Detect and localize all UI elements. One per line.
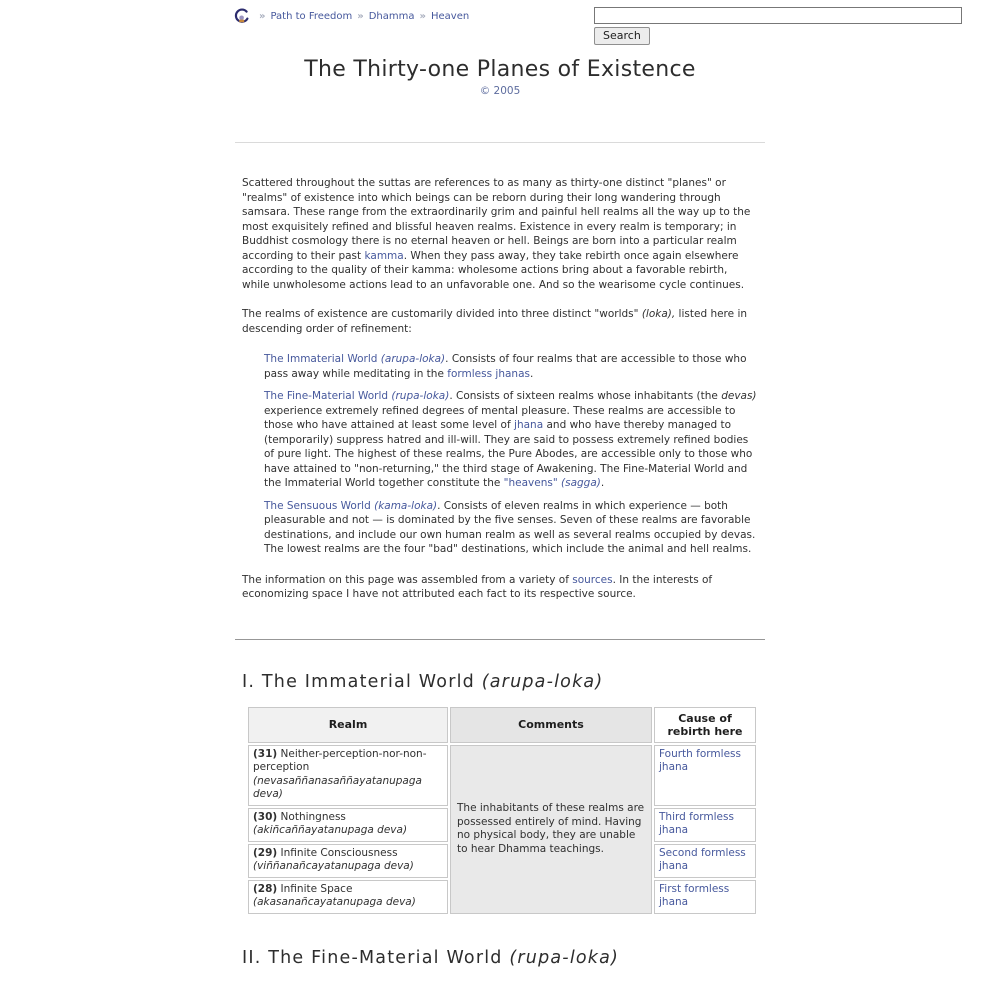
text-span: I. The Immaterial World — [242, 671, 482, 692]
column-header-cause: Cause of rebirth here — [654, 707, 756, 743]
text-span: (akiñcaññayatanupaga deva) — [253, 824, 408, 836]
text-span: and who have thereby managed to (temporarily) suppress hatred and ill-will. They are said to possess extremely refined bodies of pure light. The highest of these realms, the Pure Abodes, are accessible only to those who have attained to "non-returning," the third stage of Awakening. The Fine-Material World and the Immaterial World together constitute the — [264, 419, 753, 489]
breadcrumb-separator: » — [259, 11, 266, 22]
jhana-link[interactable]: jhana — [514, 419, 544, 431]
breadcrumb-link-heaven[interactable]: Heaven — [430, 11, 470, 22]
text-span: listed here in descending order of refinement: — [242, 308, 748, 335]
heavens-sagga-link[interactable]: "heavens" — [503, 477, 558, 489]
text-span: . When they pass away, they take rebirth once again elsewhere according to the quality of their kamma: wholesome actions bring about a favorable rebirth, while unwholesome actions lead to an unfavorable one. And so the wearisome cycle continues. — [242, 249, 745, 291]
text-span: (nevasaññanasaññayatanupaga deva) — [253, 774, 422, 800]
text-span: (rupa-loka) — [509, 947, 620, 968]
site-logo-icon[interactable] — [233, 8, 250, 25]
text-span: (arupa-loka) — [481, 671, 604, 692]
text-span: (31) — [253, 747, 278, 760]
text-span: . In the interests of economizing space I have not attributed each fact to its respective source. — [242, 573, 713, 600]
sensuous-world-item — [264, 499, 758, 557]
worlds-intro-paragraph — [242, 307, 758, 336]
copyright-notice: © 2005 — [479, 85, 521, 97]
cause-cell-31 — [654, 745, 756, 806]
text-span: (loka), — [641, 308, 676, 320]
text-span: (akasanañcayatanupaga deva) — [253, 896, 416, 908]
heavens-sagga-link[interactable]: (sagga) — [557, 477, 601, 489]
fine-material-world-item — [264, 389, 758, 491]
text-span: Infinite Consciousness — [277, 846, 398, 859]
column-header-comments: Comments — [450, 707, 652, 743]
realm-cell-30 — [248, 808, 448, 842]
search-input[interactable] — [594, 7, 962, 24]
text-span: (30) — [253, 810, 278, 823]
breadcrumb-link-dhamma[interactable]: Dhamma — [368, 11, 415, 22]
text-span: Scattered throughout the suttas are references to as many as thirty-one distinct "planes" or "realms" of existence into which beings can be reborn during their long wandering through samsara. These range from the extraordinarily grim and painful hell realms all the way up to the most exquisitely refined and blissful heaven realms. Existence in every realm is temporary; in Buddhist cosmology there is no eternal heaven or hell. Beings are born into a particular realm according to their past — [242, 177, 751, 262]
kamma-link[interactable]: kamma — [364, 249, 404, 262]
table-header-row — [248, 707, 756, 743]
text-span: Neither-perception-nor-non-perception — [253, 747, 427, 773]
text-span: . Consists of sixteen realms whose inhabitants (the — [449, 390, 722, 402]
text-span: The realms of existence are customarily divided into three distinct "worlds" — [242, 308, 642, 320]
breadcrumb-link-path-to-freedom[interactable]: Path to Freedom — [270, 11, 353, 22]
text-span: Nothingness — [277, 810, 346, 823]
column-header-realm: Realm — [248, 707, 448, 743]
first-formless-jhana-link[interactable]: First formless jhana — [659, 882, 730, 908]
search-button[interactable]: Search — [594, 27, 650, 45]
intro-paragraph — [242, 176, 758, 292]
immaterial-realms-table — [246, 705, 758, 916]
immaterial-world-link[interactable]: (arupa-loka) — [380, 353, 446, 365]
sources-link[interactable]: sources — [572, 573, 613, 586]
cause-cell-28 — [654, 880, 756, 914]
text-span: experience extremely refined degrees of mental pleasure. These realms are accessible to those who have attained at least some level of — [264, 404, 736, 431]
realm-cell-28 — [248, 880, 448, 914]
breadcrumb-separator: » — [419, 11, 426, 22]
second-formless-jhana-link[interactable]: Second formless jhana — [659, 846, 746, 872]
page-title: The Thirty-one Planes of Existence — [304, 57, 696, 82]
search-area — [594, 7, 962, 45]
text-span: . — [529, 367, 534, 380]
realm-cell-31 — [248, 745, 448, 806]
fine-material-world-link[interactable]: (rupa-loka) — [391, 390, 450, 402]
realm-cell-29 — [248, 844, 448, 878]
cause-cell-29 — [654, 844, 756, 878]
text-span: devas) — [721, 390, 757, 402]
formless-jhanas-link[interactable]: formless jhanas — [447, 367, 530, 380]
sensuous-world-link[interactable]: (kama-loka) — [374, 499, 438, 512]
text-span: (28) — [253, 882, 278, 895]
text-span: . Consists of eleven realms in which experience — both pleasurable and not — is dominated by the five senses. Seven of these realms are favorable destinations, and include our own human realm as well as several realms occupied by devas. The lowest realms are the four "bad" destinations, which include the animal and hell realms. — [264, 499, 756, 555]
cause-cell-30 — [654, 808, 756, 842]
fine-material-world-link[interactable]: The Fine-Material World — [264, 390, 392, 402]
section-heading-fine-material-world — [242, 948, 758, 968]
text-span: . Consists of four realms that are accessible to those who pass away while meditating in the — [264, 353, 747, 380]
third-formless-jhana-link[interactable]: Third formless jhana — [659, 810, 734, 836]
text-span: . — [600, 477, 605, 489]
breadcrumb — [233, 8, 469, 25]
breadcrumb-separator: » — [357, 11, 364, 22]
worlds-list — [264, 352, 758, 557]
divider-section — [235, 639, 765, 640]
sources-paragraph — [242, 573, 758, 602]
immaterial-world-item — [264, 352, 758, 381]
text-span: II. The Fine-Material World — [242, 947, 510, 968]
immaterial-world-link[interactable]: The Immaterial World — [264, 353, 381, 365]
section-heading-immaterial-world — [242, 672, 758, 692]
main-content — [242, 0, 758, 968]
divider-top — [235, 142, 765, 143]
fourth-formless-jhana-link[interactable]: Fourth formless jhana — [659, 747, 741, 773]
text-span: (viññanañcayatanupaga deva) — [253, 860, 414, 872]
text-span: The information on this page was assembled from a variety of — [242, 573, 573, 586]
text-span: (29) — [253, 846, 278, 859]
table-row-31 — [248, 745, 756, 806]
sensuous-world-link[interactable]: The Sensuous World — [264, 499, 375, 512]
comments-cell: The inhabitants of these realms are possessed entirely of mind. Having no physical body, they are unable to hear Dhamma teachings. — [450, 745, 652, 914]
text-span: Infinite Space — [277, 882, 353, 895]
